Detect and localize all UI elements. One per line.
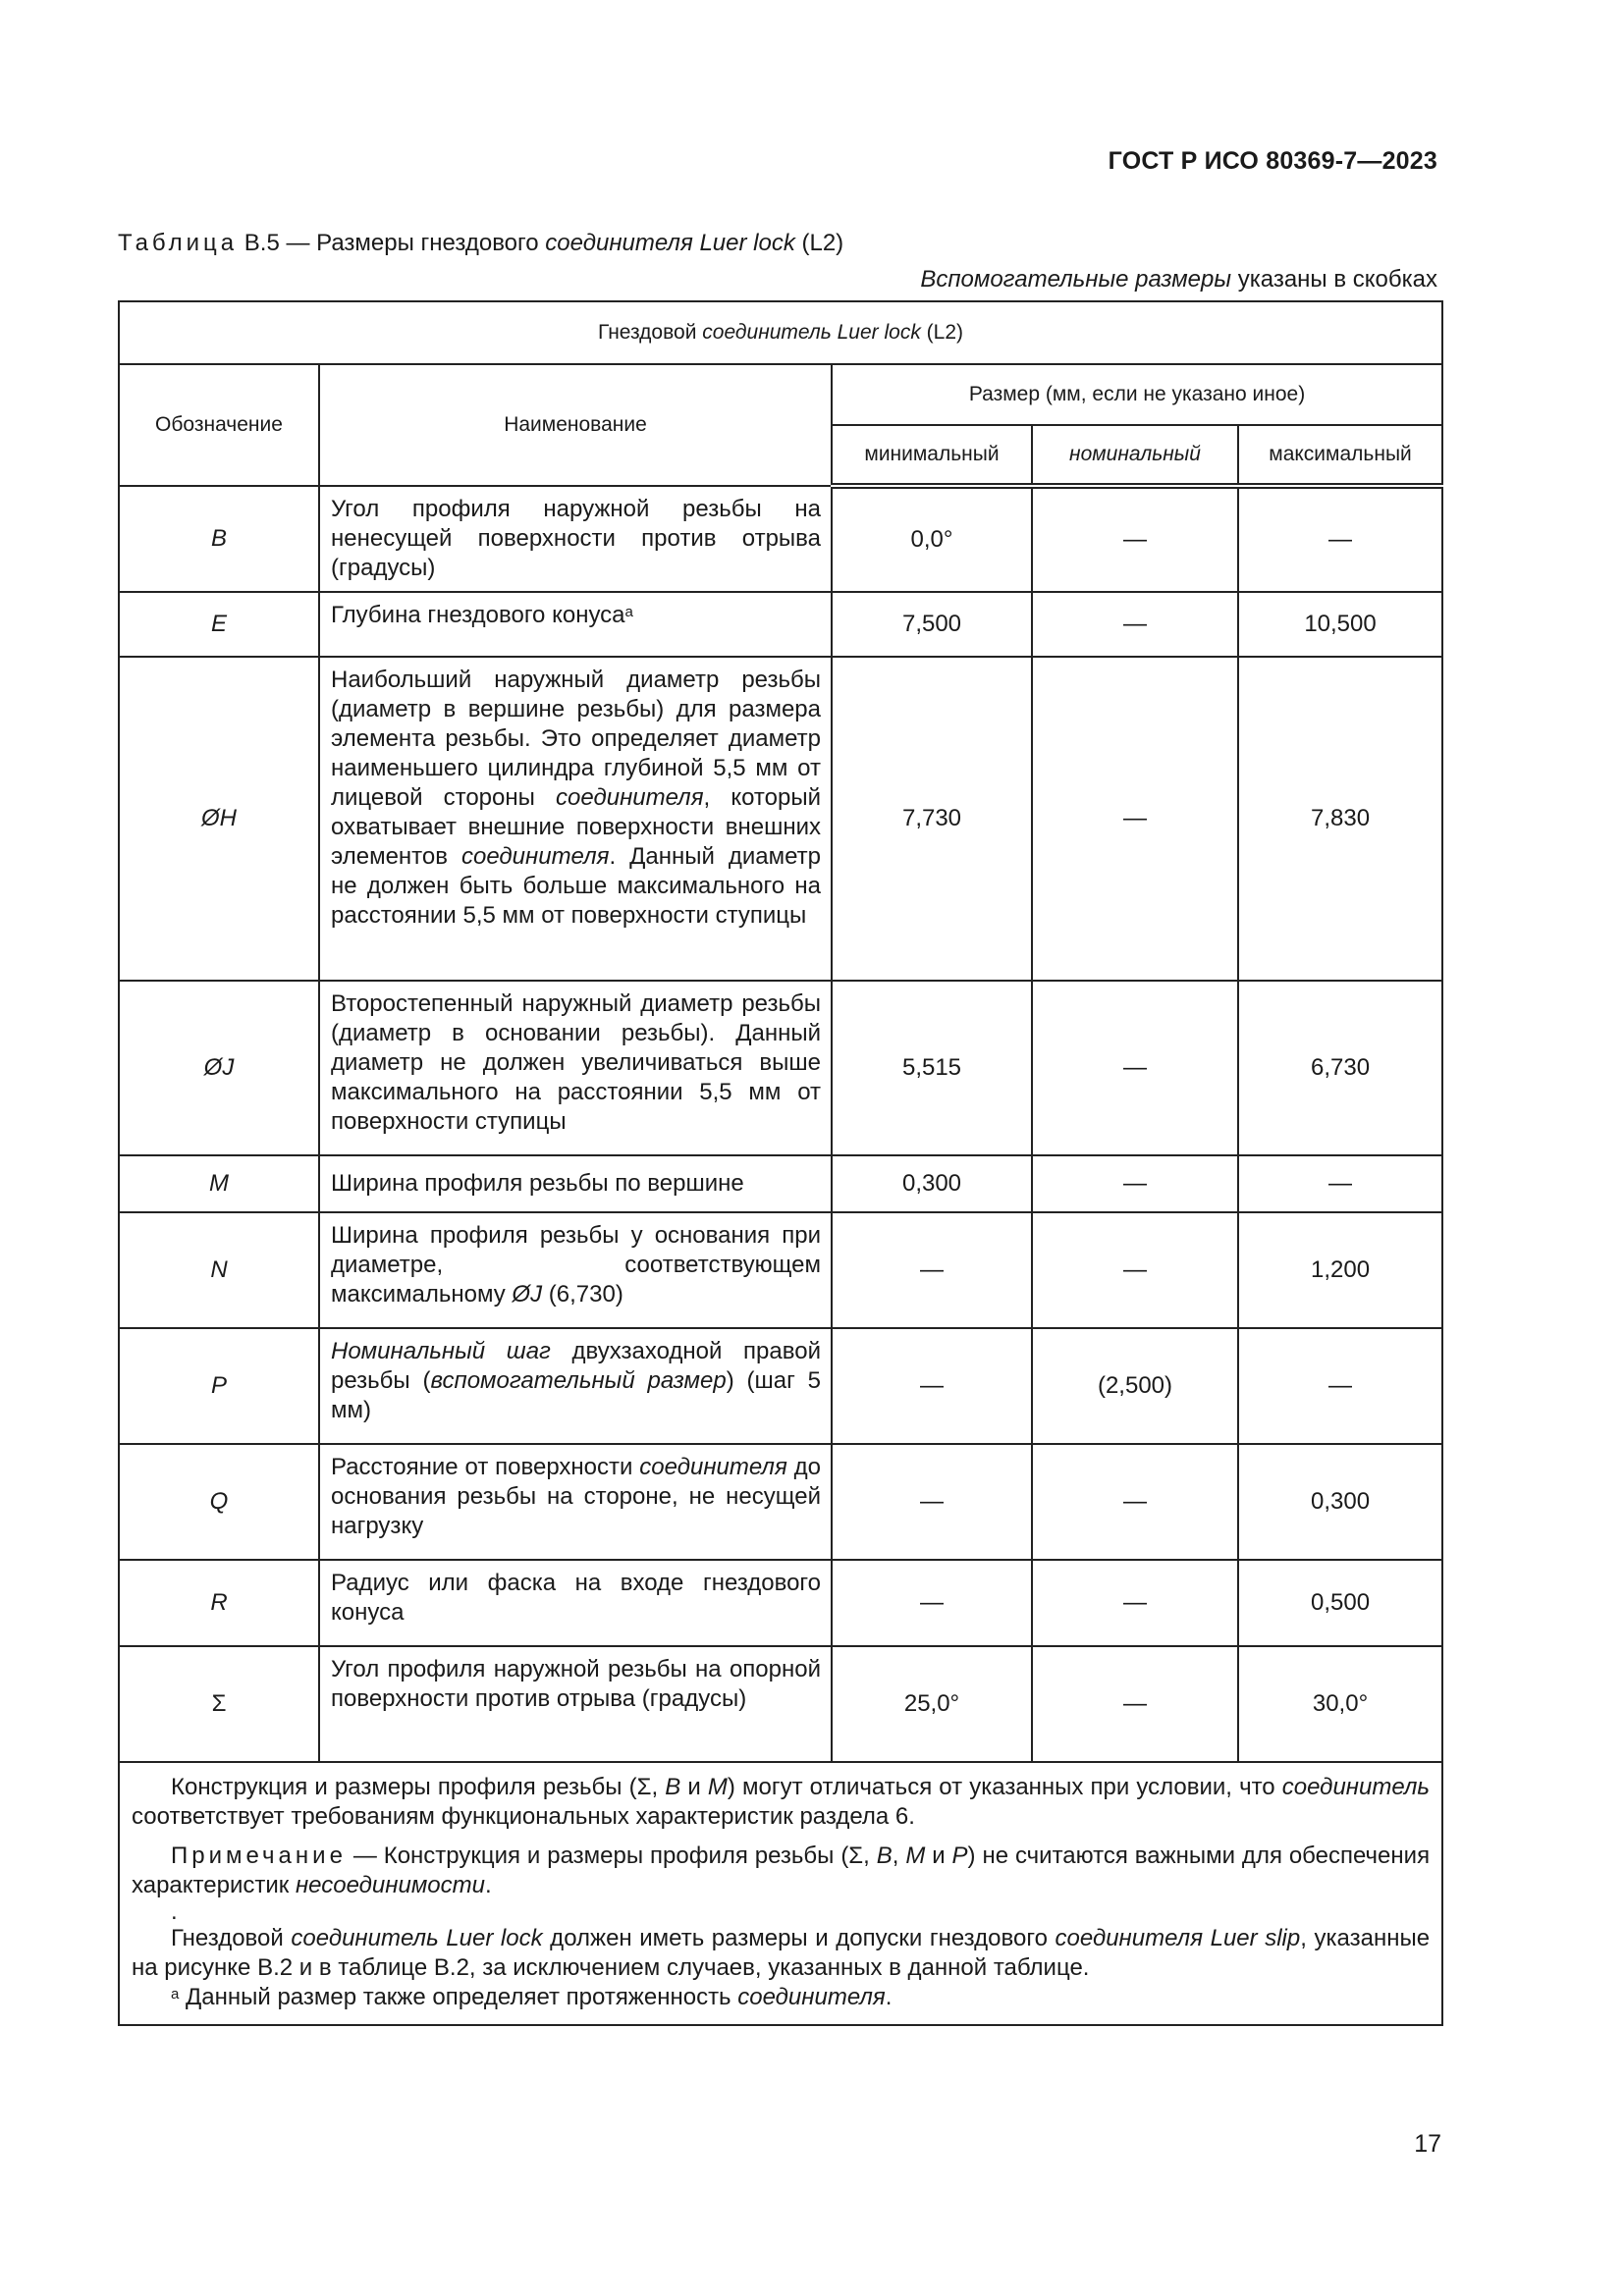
row-max: 30,0° xyxy=(1238,1646,1442,1762)
table-row xyxy=(119,1212,1442,1328)
table-row xyxy=(119,981,1442,1155)
row-max: 0,500 xyxy=(1238,1560,1442,1646)
row-min: — xyxy=(832,1560,1032,1646)
row-min: — xyxy=(832,1444,1032,1560)
row-min: 7,500 xyxy=(832,592,1032,657)
table-notes xyxy=(119,1762,1442,2025)
row-nom: — xyxy=(1032,1560,1238,1646)
row-symbol: ØH xyxy=(119,657,319,981)
row-name: Радиус или фаска на входе гнездового конуса xyxy=(319,1560,832,1646)
table-row xyxy=(119,657,1442,981)
row-name: Второстепенный наружный диаметр резьбы (диаметр в основании резьбы). Данный диаметр не должен увеличиваться выше максимального на расстоянии 5,5 мм от поверхности ступицы xyxy=(319,981,832,1155)
header-name: Наименование xyxy=(319,364,832,486)
note-paragraph: Примечание — Конструкция и размеры профиля резьбы (Σ, В, М и Р) не считаются важными для обеспечения характеристик несоединимости. xyxy=(132,1842,1431,1898)
row-min: 25,0° xyxy=(832,1646,1032,1762)
footnote-marker: a xyxy=(624,604,633,620)
row-nom: — xyxy=(1032,592,1238,657)
auxiliary-dimensions-note: Вспомогательные размеры указаны в скобках xyxy=(920,266,1437,293)
row-min: 0,300 xyxy=(832,1155,1032,1212)
row-name: Угол профиля наружной резьбы на ненесущей поверхности против отрыва (градусы) xyxy=(319,486,832,592)
table-row xyxy=(119,592,1442,657)
table-title: Гнездовой соединитель Luer lock (L2) xyxy=(119,301,1442,364)
row-max: 6,730 xyxy=(1238,981,1442,1155)
row-max: — xyxy=(1238,1328,1442,1444)
table-row xyxy=(119,1328,1442,1444)
row-nom: — xyxy=(1032,486,1238,592)
row-nom: — xyxy=(1032,1155,1238,1212)
row-nom: — xyxy=(1032,1212,1238,1328)
table-row xyxy=(119,1560,1442,1646)
page-number: 17 xyxy=(1414,2130,1441,2158)
row-name: Ширина профиля резьбы по вершине xyxy=(319,1155,832,1212)
row-symbol: ØJ xyxy=(119,981,319,1155)
row-min: — xyxy=(832,1328,1032,1444)
row-symbol: M xyxy=(119,1155,319,1212)
row-nom: (2,500) xyxy=(1032,1328,1238,1444)
table-caption: Таблица В.5 — Размеры гнездового соединителя Luer lock (L2) xyxy=(118,230,844,256)
footnote: $^a$ Данный размер также определяет протяженность соединителя. xyxy=(171,1984,893,2010)
row-symbol: B xyxy=(119,486,319,592)
row-nom: — xyxy=(1032,657,1238,981)
row-nom: — xyxy=(1032,1444,1238,1560)
table-row xyxy=(119,1646,1442,1762)
row-name: Наибольший наружный диаметр резьбы (диаметр в вершине резьбы) для размера элемента резьбы. Это определяет диаметр наименьшего цилиндра глубиной 5,5 мм от лицевой стороны соединителя, который охватывает внешние поверхности внешних элементов соединителя. Данный диаметр не должен быть больше максимального на расстоянии 5,5 мм от поверхности ступицы xyxy=(319,657,832,981)
row-symbol: Q xyxy=(119,1444,319,1560)
header-size: Размер (мм, если не указано иное) xyxy=(832,364,1442,425)
row-symbol: E xyxy=(119,592,319,657)
row-max: 1,200 xyxy=(1238,1212,1442,1328)
note-paragraph: Гнездовой соединитель Luer lock должен иметь размеры и допуски гнездового соединителя Luer slip, указанные на рисунке В.2 и в таблице В.2, за исключением случаев, указанных в данной таблице. xyxy=(132,1925,1431,1981)
table-row xyxy=(119,486,1442,592)
row-name: Расстояние от поверхности соединителя до основания резьбы на стороне, не несущей нагрузку xyxy=(319,1444,832,1560)
row-name: Номинальный шаг двухзаходной правой резьбы (вспомогательный размер) (шаг 5 мм) xyxy=(319,1328,832,1444)
dimensions-table xyxy=(118,300,1443,2026)
header-nom: номинальный xyxy=(1032,425,1238,486)
row-min: 7,730 xyxy=(832,657,1032,981)
document-code: ГОСТ Р ИСО 80369-7—2023 xyxy=(1108,147,1437,175)
row-max: — xyxy=(1238,1155,1442,1212)
table-row xyxy=(119,1444,1442,1560)
row-symbol: P xyxy=(119,1328,319,1444)
row-symbol: R xyxy=(119,1560,319,1646)
table-row xyxy=(119,1155,1442,1212)
note-paragraph: Конструкция и размеры профиля резьбы (Σ, В и М) могут отличаться от указанных при условии, что соединитель соответствует требованиям функциональных характеристик раздела 6. xyxy=(132,1774,1431,1830)
row-max: — xyxy=(1238,486,1442,592)
row-symbol: N xyxy=(119,1212,319,1328)
row-name: Угол профиля наружной резьбы на опорной поверхности против отрыва (градусы) xyxy=(319,1646,832,1762)
note-dot: . xyxy=(171,1898,178,1925)
header-designation: Обозначение xyxy=(119,364,319,486)
row-name: Глубина гнездового конуса$^a$ xyxy=(319,592,832,657)
row-min: — xyxy=(832,1212,1032,1328)
row-name: Ширина профиля резьбы у основания при диаметре, соответствующем максимальному ØJ (6,730) xyxy=(319,1212,832,1328)
row-max: 10,500 xyxy=(1238,592,1442,657)
row-min: 5,515 xyxy=(832,981,1032,1155)
row-nom: — xyxy=(1032,1646,1238,1762)
row-min: 0,0° xyxy=(832,486,1032,592)
row-max: 7,830 xyxy=(1238,657,1442,981)
row-symbol: Σ xyxy=(119,1646,319,1762)
header-max: максимальный xyxy=(1238,425,1442,486)
header-min: минимальный xyxy=(832,425,1032,486)
row-nom: — xyxy=(1032,981,1238,1155)
row-max: 0,300 xyxy=(1238,1444,1442,1560)
